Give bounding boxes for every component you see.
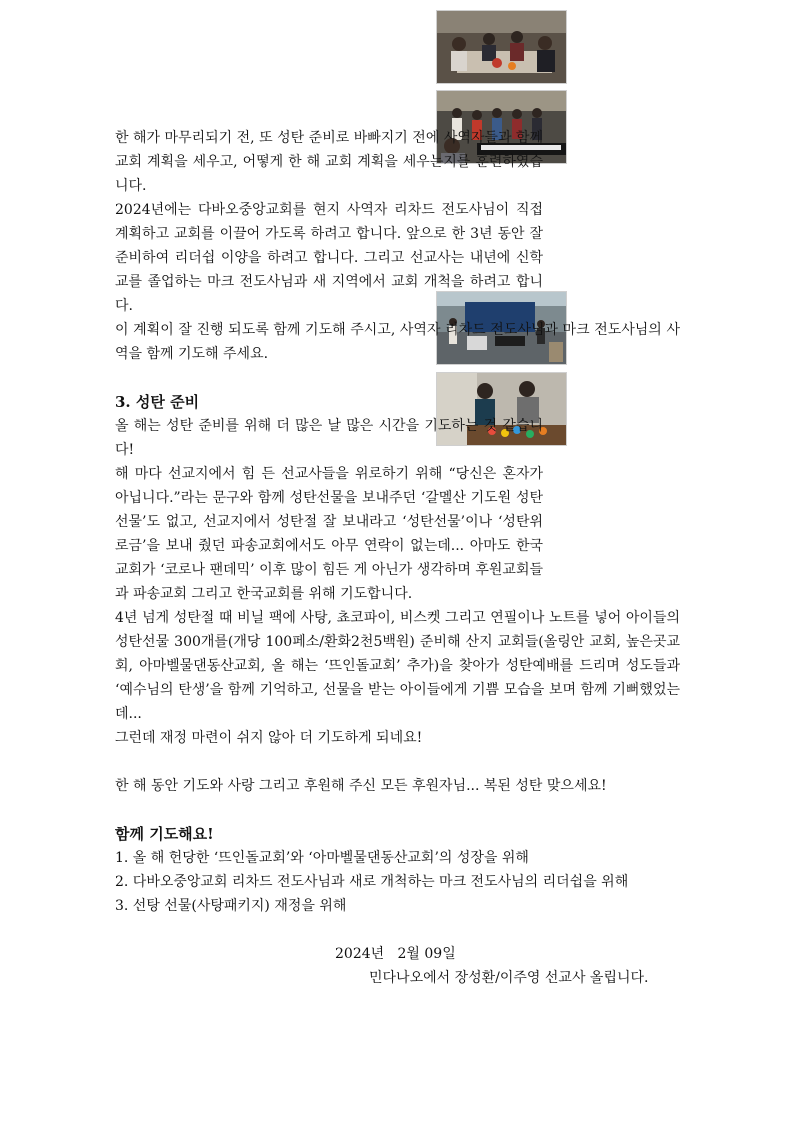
- letter-body: [115, 126, 680, 990]
- paragraph: 한 해 동안 기도와 사랑 그리고 후원해 주신 모든 후원자님... 복된 성탄 맞으세요!: [115, 778, 607, 794]
- letter-date: 2024년 2월 09일: [335, 946, 456, 962]
- photo-planning-meeting: [436, 10, 567, 84]
- prayer-heading: 함께 기도해요!: [115, 825, 214, 843]
- prayer-list: [115, 846, 680, 918]
- paragraph: 이 계획이 잘 진행 되도록 함께 기도해 주시고, 사역자 리차드 전도사님과 마크 전도사님의 사역을 함께 기도해 주세요.: [115, 322, 680, 362]
- paragraph: 그런데 재정 마련이 쉬지 않아 더 기도하게 되네요!: [115, 730, 423, 746]
- section-heading: 3. 성탄 준비: [115, 393, 200, 411]
- list-item: 3. 선탕 선물(사탕패키지) 재정을 위해: [115, 898, 347, 914]
- paragraph: 2024년에는 다바오중앙교회를 현지 사역자 리차드 전도사님이 직접 계획하고 교회를 이끌어 가도록 하려고 합니다. 앞으로 한 3년 동안 잘 준비하여 리더쉽 이양을 하려고 합니다. 그리고 선교사는 내년에 신학교를 졸업하는 마크 전도사님과 새 지역에서 교회 개척을 하려고 합니다.: [115, 202, 543, 314]
- list-item: 2. 다바오중앙교회 리차드 전도사님과 새로 개척하는 마크 전도사님의 리더쉽을 위해: [115, 874, 629, 890]
- list-item: 1. 올 해 헌당한 ‘뜨인돌교회’와 ‘아마벨물댄동산교회’의 성장을 위해: [115, 850, 529, 866]
- paragraph: 해 마다 선교지에서 힘 든 선교사들을 위로하기 위해 “당신은 혼자가 아닙니다.”라는 문구와 함께 성탄선물을 보내주던 ‘갈멜산 기도원 성탄선물’도 없고, 선교지에서 성탄절 잘 보내라고 ‘성탄선물’이나 ‘성탄위로금’을 보내 줬던 파송교회에서도 아무 연락이 없는데... 아마도 한국교회가 ‘코로나 팬데믹’ 이후 많이 힘든 게 아닌가 생각하며 후원교회들과 파송교회 그리고 한국교회를 위해 기도합니다.: [115, 466, 543, 602]
- paragraph: 올 해는 성탄 준비를 위해 더 많은 날 많은 시간을 기도하는 것 같습니다!: [115, 418, 543, 458]
- paragraph: 한 해가 마무리되기 전, 또 성탄 준비로 바빠지기 전에 사역자들과 함께 교회 계획을 세우고, 어떻게 한 해 교회 계획을 세우는지를 훈련하였습니다.: [115, 130, 543, 194]
- paragraph: 4년 넘게 성탄절 때 비닐 팩에 사탕, 쵸코파이, 비스켓 그리고 연필이나 노트를 넣어 아이들의 성탄선물 300개를(개당 100페소/환화2천5백원) 준비해 산지 교회들(올링안 교회, 높은곳교회, 아마벨물댄동산교회, 올 해는 ‘뜨인돌교회’ 추가)을 찾아가 성탄예배를 드리며 성도들과 ‘예수님의 탄생’을 함께 기억하고, 선물을 받는 아이들에게 기쁨 모습을 보며 함께 기뻐했었는데...: [115, 610, 680, 722]
- signature: 민다나오에서 장성환/이주영 선교사 올립니다.: [369, 970, 649, 986]
